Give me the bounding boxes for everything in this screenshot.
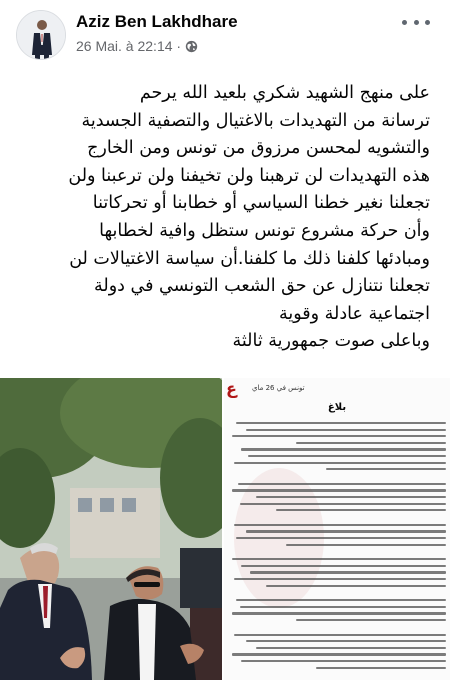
author-name[interactable]: Aziz Ben Lakhdhare bbox=[76, 12, 238, 31]
post-text-line: تجعلنا نتنازل عن حق الشعب التونسي في دولة bbox=[94, 276, 430, 297]
document-text-line bbox=[232, 653, 446, 655]
post-text-line: اجتماعية عادلة وقوية bbox=[278, 303, 430, 324]
document-text-line bbox=[316, 667, 446, 669]
document-text-line bbox=[232, 612, 446, 614]
globe-icon bbox=[185, 40, 198, 53]
post-meta bbox=[76, 38, 198, 54]
document-text-line bbox=[246, 530, 446, 532]
document-text-line bbox=[250, 571, 446, 573]
document-text-line bbox=[240, 606, 446, 608]
post-timestamp[interactable]: 26 Mai. à 22:14 · bbox=[76, 38, 182, 54]
document-text-line bbox=[238, 483, 446, 485]
post-text-line: ترسانة من التهديدات بالاغتيال والتصفية الجسدية bbox=[81, 110, 430, 131]
document-text-line bbox=[241, 565, 446, 567]
post-text-line: ومبادئها كلفنا ذلك ما كلفنا.أن سياسة الاغتيالات لن bbox=[69, 248, 430, 269]
post-header bbox=[0, 0, 450, 78]
document-text-line bbox=[326, 468, 446, 470]
more-options-button[interactable] bbox=[402, 12, 430, 32]
document-title: بلاغ bbox=[327, 402, 347, 413]
document-text-line bbox=[248, 455, 446, 457]
document-text-line bbox=[256, 496, 446, 498]
avatar[interactable] bbox=[16, 10, 66, 60]
document-logo: ع bbox=[226, 381, 237, 398]
post-document-image[interactable] bbox=[224, 378, 450, 680]
document-text-line bbox=[241, 660, 446, 662]
document-text-line bbox=[296, 442, 446, 444]
post-text-line: هذه التهديدات لن ترهبنا ولن تخيفنا ولن ترعبنا ولن bbox=[68, 165, 430, 186]
post-text-line: وباعلى صوت جمهورية ثالثة bbox=[232, 331, 430, 352]
document-text-line bbox=[266, 585, 446, 587]
document-text-line bbox=[256, 647, 446, 649]
document-text-line bbox=[234, 524, 446, 526]
document-text-line bbox=[234, 578, 446, 580]
document-text-line bbox=[246, 429, 446, 431]
post-text-line: والتشويه لمحسن مرزوق من تونس ومن الخارج bbox=[87, 138, 430, 159]
post-photo[interactable] bbox=[0, 378, 222, 680]
document-text-line bbox=[234, 634, 446, 636]
document-text-line bbox=[286, 544, 446, 546]
document-text-line bbox=[236, 537, 446, 539]
post-text-line: على منهج الشهيد شكري بلعيد الله يرحم bbox=[139, 83, 430, 103]
post-images bbox=[0, 378, 450, 680]
avatar-image bbox=[17, 11, 66, 60]
document-text-line bbox=[240, 503, 446, 505]
post-text-line: تجعلنا نغير خطنا السياسي أو خطابنا أو تحركاتنا bbox=[92, 193, 430, 214]
photo-image bbox=[0, 378, 222, 680]
document-text-line bbox=[234, 462, 446, 464]
document-text-line bbox=[296, 619, 446, 621]
document-text-line bbox=[236, 422, 446, 424]
post-body bbox=[10, 80, 430, 356]
document-text-line bbox=[241, 448, 446, 450]
document-text-line bbox=[246, 640, 446, 642]
document-date: تونس في 26 ماي bbox=[252, 384, 305, 392]
post-text-line: وأن حركة مشروع تونس ستظل وافية لخطابها bbox=[99, 220, 430, 241]
document-text-line bbox=[232, 489, 446, 491]
document-text-line bbox=[232, 435, 446, 437]
more-horizontal-icon bbox=[402, 20, 407, 25]
